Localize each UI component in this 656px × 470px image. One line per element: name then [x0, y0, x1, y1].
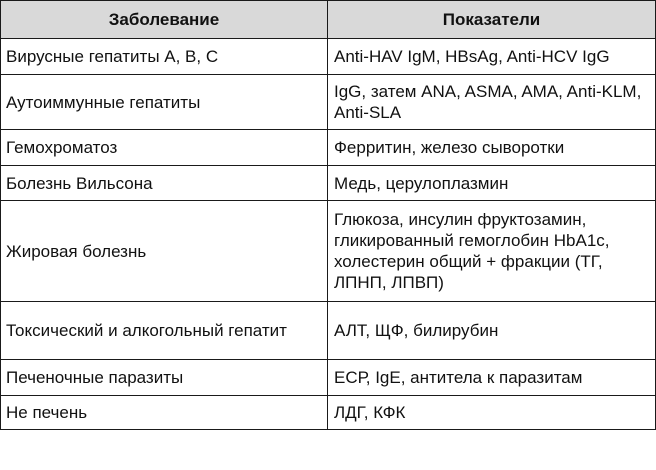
table-row [1, 166, 656, 201]
indicators-cell: Anti-HAV IgM, HBsAg, Anti-HCV IgG [328, 39, 656, 75]
indicators-cell: IgG, затем ANA, ASMA, AMA, Anti-KLM, Anti-SLA [328, 75, 656, 130]
disease-cell: Гемохроматоз [1, 130, 328, 166]
disease-cell: Болезнь Вильсона [1, 166, 328, 201]
table-row [1, 396, 656, 430]
indicators-cell: Медь, церулоплазмин [328, 166, 656, 201]
indicators-cell: ЕСР, IgE, антитела к паразитам [328, 360, 656, 396]
table-row [1, 75, 656, 130]
disease-cell: Жировая болезнь [1, 201, 328, 302]
table-row [1, 302, 656, 360]
table-row [1, 130, 656, 166]
table-row [1, 39, 656, 75]
indicators-cell: ЛДГ, КФК [328, 396, 656, 430]
disease-cell: Вирусные гепатиты А, В, С [1, 39, 328, 75]
disease-cell: Аутоиммунные гепатиты [1, 75, 328, 130]
disease-cell: Печеночные паразиты [1, 360, 328, 396]
header-disease: Заболевание [1, 1, 328, 39]
table-row [1, 201, 656, 302]
indicators-cell: АЛТ, ЩФ, билирубин [328, 302, 656, 360]
header-indicators: Показатели [328, 1, 656, 39]
table-row [1, 360, 656, 396]
indicators-cell: Глюкоза, инсулин фруктозамин, гликированный гемоглобин HbA1c, холестерин общий + фракции (ТГ, ЛПНП, ЛПВП) [328, 201, 656, 302]
disease-cell: Токсический и алкогольный гепатит [1, 302, 328, 360]
header-row [1, 1, 656, 39]
indicators-cell: Ферритин, железо сыворотки [328, 130, 656, 166]
disease-cell: Не печень [1, 396, 328, 430]
